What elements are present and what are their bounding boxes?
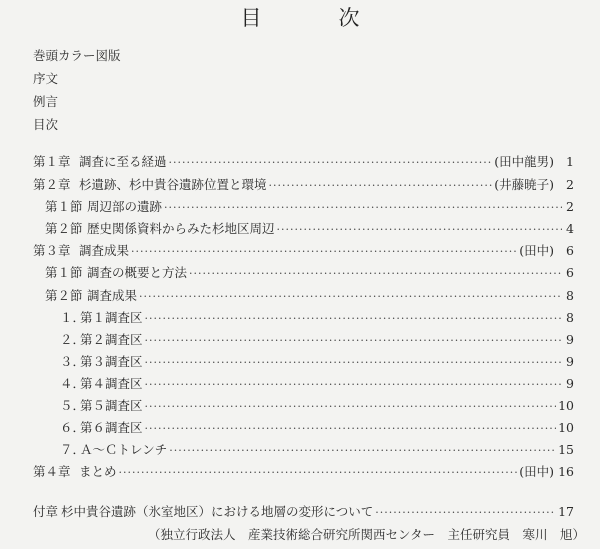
toc-author: (田中) xyxy=(519,464,554,479)
toc-row-chapter-4 xyxy=(33,462,574,482)
toc-row-section xyxy=(45,197,574,217)
toc-title: 第３調査区 xyxy=(80,354,143,369)
leader-dots xyxy=(145,419,556,439)
toc-row-subsection xyxy=(60,374,574,394)
leader-dots xyxy=(131,242,517,262)
toc-page: 6 xyxy=(566,243,574,258)
toc-label: １． xyxy=(60,310,86,325)
toc-page: 16 xyxy=(558,464,574,479)
toc-row-section xyxy=(45,219,574,239)
toc-label: 第３章 xyxy=(33,243,71,258)
toc-row-subsection xyxy=(60,330,574,350)
toc-row-chapter-1 xyxy=(33,152,574,172)
toc-title: 周辺部の遺跡 xyxy=(87,199,163,214)
toc-title: 第４調査区 xyxy=(80,376,143,391)
toc-title: 第５調査区 xyxy=(80,398,143,413)
toc-page: 4 xyxy=(566,221,574,236)
toc-page: 8 xyxy=(566,310,574,325)
front-item-contents: 目次 xyxy=(33,117,59,132)
toc-label: 第２節 xyxy=(45,221,83,236)
toc-row-subsection xyxy=(60,352,574,372)
toc-page: 9 xyxy=(566,376,574,391)
toc-label: 第４章 xyxy=(33,464,71,479)
toc-title: まとめ xyxy=(79,464,117,479)
leader-dots xyxy=(139,287,562,307)
front-matter-list xyxy=(33,44,121,136)
appendix-author: （独立行政法人 産業技術総合研究所関西センター 主任研究員 寒川 旭） xyxy=(148,527,586,542)
front-item-preface: 序文 xyxy=(33,71,59,86)
toc-row-subsection xyxy=(60,440,574,460)
toc-page: 2 xyxy=(566,177,574,192)
toc-title: 第１調査区 xyxy=(80,310,143,325)
leader-dots xyxy=(119,463,518,483)
toc-label: 第１節 xyxy=(45,199,83,214)
toc-title: 調査成果 xyxy=(79,243,130,258)
leader-dots xyxy=(189,264,562,284)
leader-dots xyxy=(145,397,556,417)
toc-title: 杉遺跡、杉中貴谷遺跡位置と環境 xyxy=(79,177,267,192)
leader-dots xyxy=(145,309,562,329)
toc-title: 調査に至る経過 xyxy=(79,154,167,169)
toc-author: (田中龍男) xyxy=(494,154,554,169)
toc-page: 1 xyxy=(566,154,574,169)
leader-dots xyxy=(145,375,562,395)
toc-label: ５． xyxy=(60,398,86,413)
toc-page: 8 xyxy=(566,288,574,303)
toc-row-subsection xyxy=(60,308,574,328)
toc-row-chapter-3 xyxy=(33,241,574,261)
toc-author: (田中) xyxy=(519,243,554,258)
toc-label: ３． xyxy=(60,354,86,369)
toc-page: 15 xyxy=(558,442,574,457)
toc-label: 第１節 xyxy=(45,265,83,280)
toc-title: 杉中貴谷遺跡（氷室地区）における地層の変形について xyxy=(61,504,374,519)
front-item-explanatory-notes: 例言 xyxy=(33,94,59,109)
toc-row-section xyxy=(45,263,574,283)
toc-row-chapter-2 xyxy=(33,175,574,195)
leader-dots xyxy=(169,441,556,461)
toc-label: 第２章 xyxy=(33,177,71,192)
toc-label: 付章 xyxy=(33,504,59,519)
toc-title: 歴史関係資料からみた杉地区周辺 xyxy=(87,221,275,236)
toc-page: 10 xyxy=(558,420,574,435)
leader-dots xyxy=(164,198,562,218)
toc-page: 9 xyxy=(566,332,574,347)
toc-page: 10 xyxy=(558,398,574,413)
page-title: 目 次 xyxy=(240,6,388,30)
toc-row-subsection xyxy=(60,418,574,438)
toc-author: (井藤暁子) xyxy=(494,177,554,192)
toc-label: ２． xyxy=(60,332,86,347)
toc-title: 第２調査区 xyxy=(80,332,143,347)
front-item-color-plates: 巻頭カラー図版 xyxy=(33,48,121,63)
toc-page: 9 xyxy=(566,354,574,369)
toc-label: ７． xyxy=(60,442,86,457)
leader-dots xyxy=(169,153,493,173)
toc-title: 調査成果 xyxy=(87,288,138,303)
toc-label: ４． xyxy=(60,376,86,391)
toc-title: 第６調査区 xyxy=(80,420,143,435)
toc-row-section xyxy=(45,286,574,306)
leader-dots xyxy=(145,353,562,373)
leader-dots xyxy=(375,503,556,523)
toc-row-appendix xyxy=(33,502,574,522)
toc-title: Ａ～Ｃトレンチ xyxy=(80,442,168,457)
leader-dots xyxy=(269,176,493,196)
leader-dots xyxy=(145,331,562,351)
toc-label: ６． xyxy=(60,420,86,435)
toc-title: 調査の概要と方法 xyxy=(87,265,188,280)
toc-page: 2 xyxy=(566,199,574,214)
toc-page: 6 xyxy=(566,265,574,280)
toc-row-subsection xyxy=(60,396,574,416)
toc-page: 17 xyxy=(558,504,574,519)
toc-label: 第１章 xyxy=(33,154,71,169)
leader-dots xyxy=(277,220,562,240)
toc-label: 第２節 xyxy=(45,288,83,303)
